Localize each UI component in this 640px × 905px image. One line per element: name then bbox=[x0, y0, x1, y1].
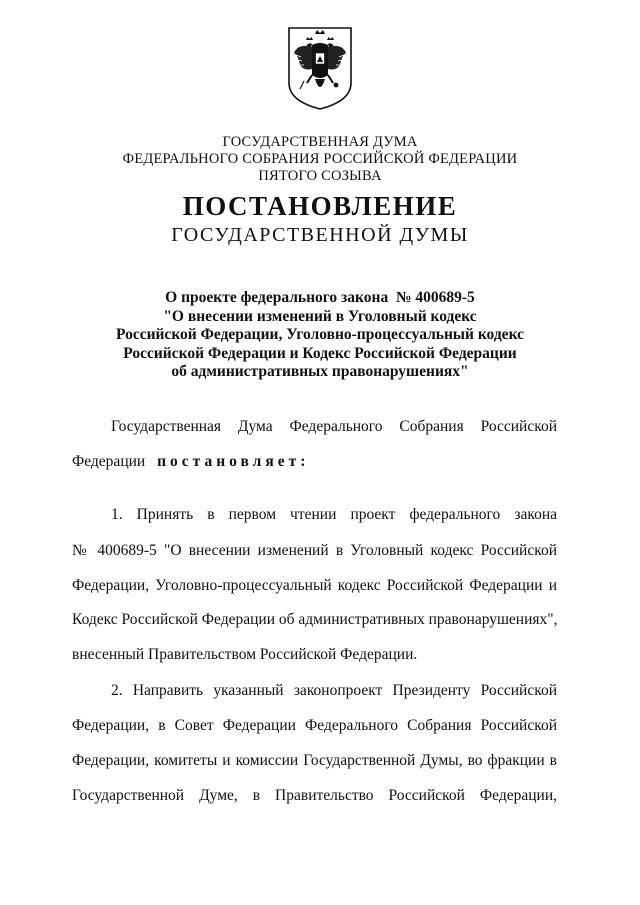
document-subject bbox=[0, 289, 640, 382]
header-line-1: ГОСУДАРСТВЕННАЯ ДУМА bbox=[222, 134, 418, 150]
paragraph-2-line-1: 2. Направить указанный законопроект Президенту Российской bbox=[111, 682, 557, 699]
coat-of-arms-emblem bbox=[286, 25, 354, 111]
paragraph-1-line-4: Кодекс Российской Федерации об административных правонарушениях", bbox=[72, 611, 558, 628]
issuer-header bbox=[0, 134, 640, 185]
paragraph-1-line-2: № 400689-5 "О внесении изменений в Уголовный кодекс Российской bbox=[72, 542, 557, 559]
intro-federation-word: Федерации bbox=[72, 453, 146, 470]
intro-line-1: Государственная Дума Федерального Собрания Российской bbox=[111, 418, 557, 435]
paragraph-1-line-1: 1. Принять в первом чтении проект федерального закона bbox=[111, 506, 557, 523]
subject-line-5: об административных правонарушениях" bbox=[171, 363, 469, 380]
subject-line-3: Российской Федерации, Уголовно-процессуальный кодекс bbox=[115, 326, 524, 343]
paragraph-2-line-4: Государственной Думе, в Правительство Российской Федерации, bbox=[72, 787, 557, 804]
intro-line-2 bbox=[72, 452, 557, 472]
subject-line-4: Российской Федерации и Кодекс Российской Федерации bbox=[123, 344, 517, 362]
document-type-title: ПОСТАНОВЛЕНИЕ bbox=[182, 191, 458, 221]
header-line-2: ФЕДЕРАЛЬНОГО СОБРАНИЯ РОССИЙСКОЙ ФЕДЕРАЦИИ bbox=[122, 151, 518, 167]
paragraph-1-line-3: Федерации, Уголовно-процессуальный кодекс Российской Федерации и bbox=[72, 577, 557, 594]
paragraph-2-line-3: Федерации, комитеты и комиссии Государственной Думы, во фракции в bbox=[72, 752, 557, 769]
paragraph-1-line-5: внесенный Правительством Российской Федерации. bbox=[72, 646, 418, 663]
document-issuer-subtitle: ГОСУДАРСТВЕННОЙ ДУМЫ bbox=[171, 224, 469, 246]
paragraph-2-line-2: Федерации, в Совет Федерации Федерального Собрания Российской bbox=[72, 717, 557, 734]
subject-line-2: "О внесении изменений в Уголовный кодекс bbox=[163, 307, 477, 325]
header-line-3: ПЯТОГО СОЗЫВА bbox=[258, 168, 382, 184]
decree-verb: постановляет: bbox=[157, 453, 310, 470]
subject-line-1: О проекте федерального закона № 400689-5 bbox=[165, 289, 475, 306]
